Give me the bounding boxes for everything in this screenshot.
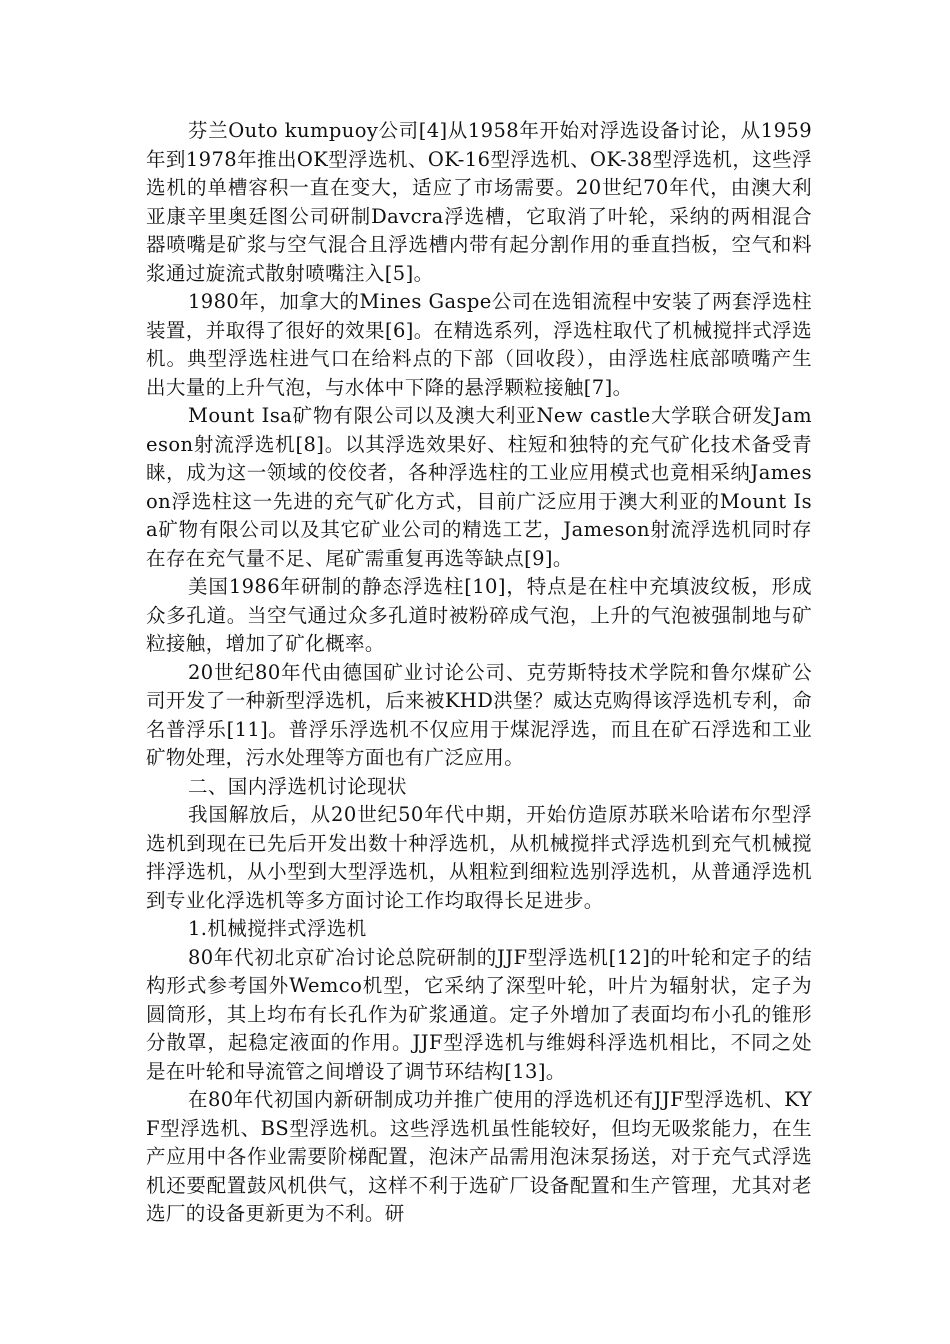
paragraph-jjf: 80年代初北京矿冶讨论总院研制的JJF型浮选机[12]的叶轮和定子的结构形式参考国外Wemco机型，它采纳了深型叶轮，叶片为辐射状，定子为圆筒形，其上均布有长孔作为矿浆通道。定子外增加了表面均布小孔的锥形分散罩，起稳定液面的作用。JJF型浮选机与维姆科浮选机相比，不同之处是在叶轮和导流管之间增设了调节环结构[13]。 [146, 945, 812, 1083]
paragraph-static-column: 美国1986年研制的静态浮选柱[10]，特点是在柱中充填波纹板，形成众多孔道。当空气通过众多孔道时被粉碎成气泡，上升的气泡被强制地与矿粒接触，增加了矿化概率。 [146, 575, 812, 655]
paragraph-pneuflot: 20世纪80年代由德国矿业讨论公司、克劳斯特技术学院和鲁尔煤矿公司开发了一种新型浮选机，后来被KHD洪堡？威达克购得该浮选机专利，命名普浮乐[11]。普浮乐浮选机不仅应用于煤泥浮选，而且在矿石浮选和工业矿物处理，污水处理等方面也有广泛应用。 [146, 660, 812, 769]
section-heading-domestic: 二、国内浮选机讨论现状 [188, 774, 407, 798]
paragraph-finland-outokumpu: 芬兰Outo kumpuoy公司[4]从1958年开始对浮选设备讨论，从1959年到1978年推出OK型浮选机、OK-16型浮选机、OK-38型浮选机，这些浮选机的单槽容积一直在变大，适应了市场需要。20世纪70年代，由澳大利亚康辛里奥廷图公司研制Davcra浮选槽，它取消了叶轮，采纳的两相混合器喷嘴是矿浆与空气混合且浮选槽内带有起分割作用的垂直挡板，空气和料浆通过旋流式散射喷嘴注入[5]。 [146, 119, 812, 285]
paragraph-80s-machines: 在80年代初国内新研制成功并推广使用的浮选机还有JJF型浮选机、KYF型浮选机、BS型浮选机。这些浮选机虽性能较好，但均无吸浆能力，在生产应用中各作业需要阶梯配置，泡沫产品需用泡沫泵扬送，对于充气式浮选机还要配置鼓风机供气，这样不利于选矿厂设备配置和生产管理，尤其对老选厂的设备更新更为不利。研 [146, 1088, 812, 1225]
subsection-heading-mechanical: 1.机械搅拌式浮选机 [188, 917, 367, 940]
paragraph-domestic-history: 我国解放后，从20世纪50年代中期，开始仿造原苏联米哈诺布尔型浮选机到现在已先后开发出数十种浮选机，从机械搅拌式浮选机到充气机械搅拌浮选机，从小型到大型浮选机，从粗粒到细粒选别浮选机，从普通浮选机到专业化浮选机等多方面讨论工作均取得长足进步。 [146, 803, 812, 912]
paragraph-mines-gaspe: 1980年，加拿大的Mines Gaspe公司在选钼流程中安装了两套浮选柱装置，并取得了很好的效果[6]。在精选系列，浮选柱取代了机械搅拌式浮选机。典型浮选柱进气口在给料点的下部（回收段），由浮选柱底部喷嘴产生出大量的上升气泡，与水体中下降的悬浮颗粒接触[7]。 [146, 290, 812, 399]
paragraph-jameson: Mount Isa矿物有限公司以及澳大利亚New castle大学联合研发Jameson射流浮选机[8]。以其浮选效果好、柱短和独特的充气矿化技术备受青睐，成为这一领域的佼佼者，各种浮选柱的工业应用模式也竟相采纳Jameson浮选柱这一先进的充气矿化方式，目前广泛应用于澳大利亚的Mount Isa矿物有限公司以及其它矿业公司的精选工艺，Jameson射流浮选机同时存在存在充气量不足、尾矿需重复再选等缺点[9]。 [146, 404, 812, 570]
